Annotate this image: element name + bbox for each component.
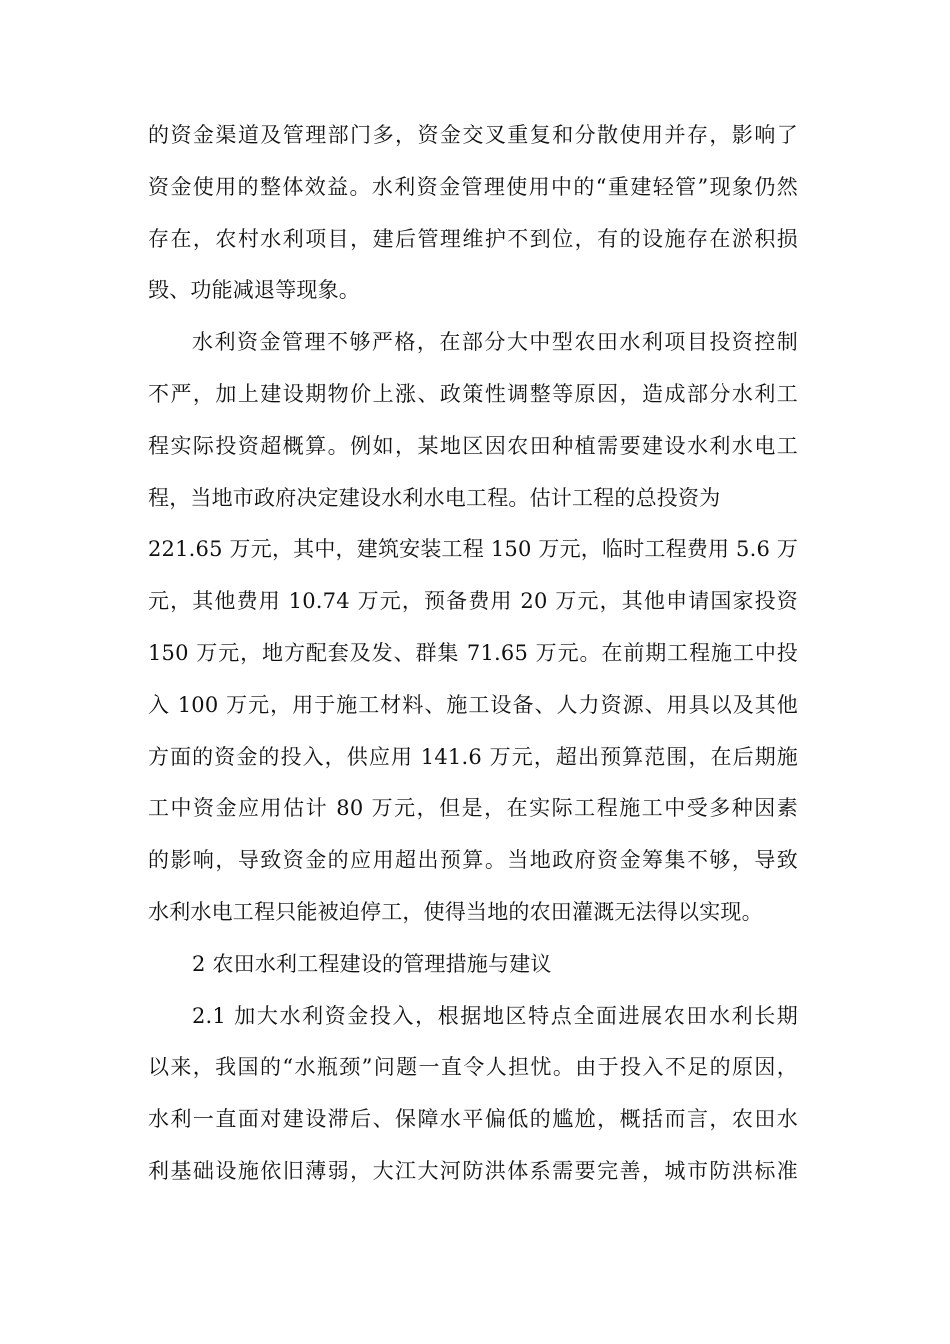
paragraph-3 xyxy=(148,991,798,1198)
text-line: 的资金渠道及管理部门多，资金交叉重复和分散使用并存，影响了 xyxy=(148,123,798,147)
paragraph-2 xyxy=(148,317,798,939)
text-line: 水利水电工程只能被迫停工，使得当地的农田灌溉无法得以实现。 xyxy=(148,899,763,924)
text-line: 程实际投资超概算。例如，某地区因农田种植需要建设水利水电工 xyxy=(148,433,798,458)
text-line: 221.65 万元，其中，建筑安装工程 150 万元，临时工程费用 5.6 万 xyxy=(148,537,799,562)
text-line: 水利资金管理不够严格，在部分大中型农田水利项目投资控制 xyxy=(192,330,798,355)
text-line: 存在，农村水利项目，建后管理维护不到位，有的设施存在淤积损 xyxy=(148,226,798,251)
text-line: 方面的资金的投入，供应用 141.6 万元，超出预算范围，在后期施 xyxy=(148,744,798,769)
text-line: 利基础设施依旧薄弱，大江大河防洪体系需要完善，城市防洪标准 xyxy=(148,1158,798,1183)
text-line: 工中资金应用估计 80 万元，但是，在实际工程施工中受多种因素 xyxy=(148,796,798,821)
text-line: 资金使用的整体效益。水利资金管理使用中的“重建轻管”现象仍然 xyxy=(148,174,798,199)
text-line: 的影响，导致资金的应用超出预算。当地政府资金筹集不够，导致 xyxy=(148,848,798,873)
text-line: 不严，加上建设期物价上涨、政策性调整等原因，造成部分水利工 xyxy=(148,381,798,406)
text-line: 入 100 万元，用于施工材料、施工设备、人力资源、用具以及其他 xyxy=(148,692,798,717)
text-line: 水利一直面对建设滞后、保障水平偏低的尴尬，概括而言，农田水 xyxy=(148,1107,798,1132)
text-line: 元，其他费用 10.74 万元，预备费用 20 万元，其他申请国家投资 xyxy=(148,589,798,614)
section-heading: 2 农田水利工程建设的管理措施与建议 xyxy=(192,951,552,976)
text-line: 程，当地市政府决定建设水利水电工程。估计工程的总投资为 xyxy=(148,485,721,510)
text-line: 150 万元，地方配套及发、群集 71.65 万元。在前期工程施工中投 xyxy=(148,640,798,665)
text-line: 毁、功能减退等现象。 xyxy=(148,278,360,303)
text-line: 以来，我国的“水瓶颈”问题一直令人担忧。由于投入不足的原因， xyxy=(148,1055,798,1080)
text-line: 2.1 加大水利资金投入，根据地区特点全面进展农田水利长期 xyxy=(192,1003,798,1028)
document-body xyxy=(148,110,798,1198)
paragraph-1 xyxy=(148,110,798,317)
